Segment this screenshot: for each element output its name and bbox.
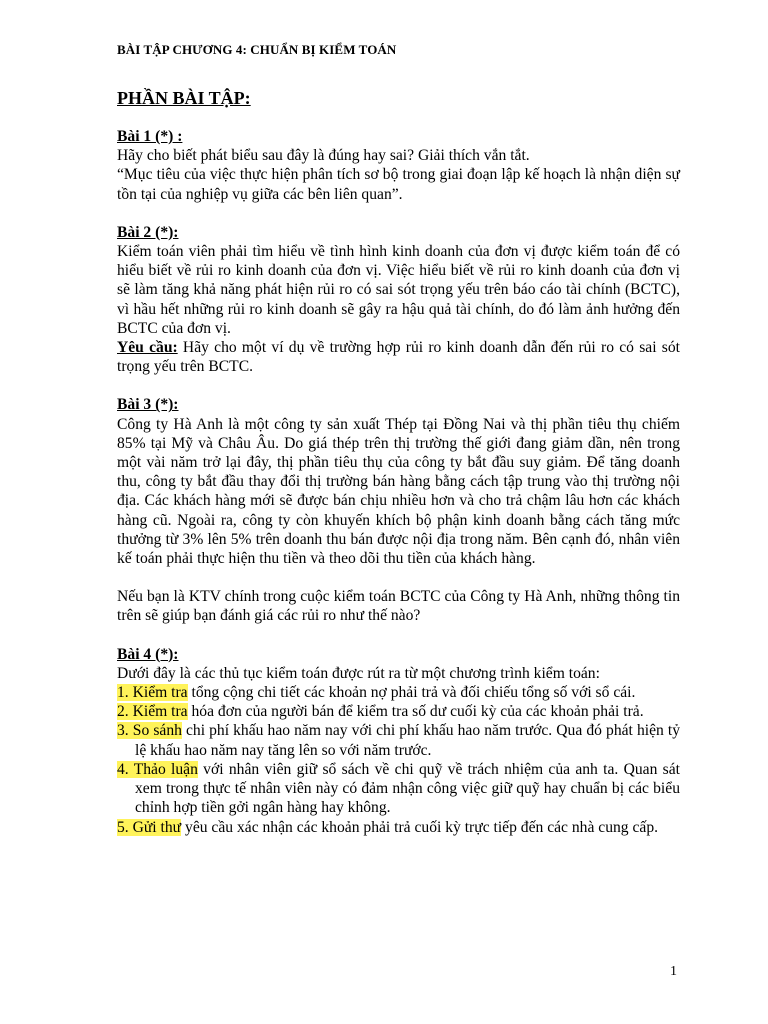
procedure-highlight: 5. Gửi thư bbox=[117, 818, 182, 836]
procedure-text: yêu cầu xác nhận các khoản phải trả cuối kỳ trực tiếp đến các nhà cung cấp. bbox=[181, 818, 659, 836]
requirement-text: Hãy cho một ví dụ về trường hợp rủi ro kinh doanh dẫn đến rủi ro có sai sót trọng yếu trên BCTC. bbox=[117, 339, 680, 376]
exercise-3-question: Nếu bạn là KTV chính trong cuộc kiểm toán BCTC của Công ty Hà Anh, những thông tin trên sẽ giúp bạn đánh giá các rủi ro như thế nào? bbox=[117, 588, 680, 625]
exercise-4-intro: Dưới đây là các thủ tục kiểm toán được rút ra từ một chương trình kiểm toán: bbox=[117, 664, 600, 682]
exercise-1 bbox=[117, 127, 680, 204]
exercise-1-question: Hãy cho biết phát biểu sau đây là đúng hay sai? Giải thích vắn tắt. bbox=[117, 147, 530, 165]
exercise-4 bbox=[117, 645, 680, 837]
procedure-highlight: 2. Kiểm tra bbox=[117, 703, 188, 721]
procedure-text: hóa đơn của người bán để kiểm tra số dư cuối kỳ của các khoản phải trả. bbox=[187, 703, 644, 721]
procedure-item bbox=[117, 760, 680, 818]
requirement-label: Yêu cầu: bbox=[117, 339, 178, 357]
procedure-item bbox=[117, 683, 680, 702]
exercise-2-title: Bài 2 (*): bbox=[117, 223, 179, 241]
exercise-3-title: Bài 3 (*): bbox=[117, 396, 179, 414]
exercise-2-requirement bbox=[117, 338, 680, 376]
procedure-item bbox=[117, 721, 680, 759]
exercise-3-body: Công ty Hà Anh là một công ty sản xuất Thép tại Đồng Nai và thị phần tiêu thụ chiếm 85% tại Mỹ và Châu Âu. Do giá thép trên thị trường thế giới đang giảm dần, nên trong một vài năm trở lại đây, thị phần tiêu thụ của công ty bắt đầu suy giảm. Để tăng doanh thu, công ty bắt đầu thay đổi thị trường bán hàng bằng cách tập trung vào thị trường nội địa. Các khách hàng mới sẽ được bán chịu nhiều hơn và cho trả chậm lâu hơn các khách hàng cũ. Ngoài ra, công ty còn khuyến khích bộ phận kinh doanh bằng cách tăng mức thưởng từ 3% lên 5% trên doanh thu bán được nội địa trong năm. Bên cạnh đó, nhân viên kế toán phải thực hiện thu tiền và theo dõi thu tiền của khách hàng. bbox=[117, 415, 680, 568]
procedure-item bbox=[117, 818, 680, 837]
exercise-4-title: Bài 4 (*): bbox=[117, 645, 179, 663]
procedure-highlight: 3. So sánh bbox=[117, 722, 182, 740]
procedure-text: với nhân viên giữ sổ sách về chi quỹ về trách nhiệm của anh ta. Quan sát xem trong thực tế nhân viên này có đảm nhận công việc giữ quỹ hay chuẩn bị các biểu chỉnh hợp tiền gởi ngân hàng hay không. bbox=[135, 760, 680, 817]
document-content bbox=[117, 127, 680, 837]
procedure-text: tổng cộng chi tiết các khoản nợ phải trả và đối chiếu tổng số với sổ cái. bbox=[187, 684, 636, 702]
exercise-1-statement: “Mục tiêu của việc thực hiện phân tích sơ bộ trong giai đoạn lập kế hoạch là nhận diện sự tồn tại của nghiệp vụ giữa các bên liên quan”. bbox=[117, 166, 680, 203]
procedure-highlight: 4. Thảo luận bbox=[117, 760, 198, 778]
procedure-highlight: 1. Kiểm tra bbox=[117, 684, 188, 702]
document-header: BÀI TẬP CHƯƠNG 4: CHUẨN BỊ KIỂM TOÁN bbox=[117, 42, 397, 57]
procedure-item bbox=[117, 702, 680, 721]
exercise-1-title: Bài 1 (*) : bbox=[117, 128, 183, 145]
procedure-text: chi phí khấu hao năm nay với chi phí khấu hao năm trước. Qua đó phát hiện tỷ lệ khấu hao năm nay tăng lên so với năm trước. bbox=[135, 722, 681, 759]
exercise-2-body: Kiểm toán viên phải tìm hiểu về tình hình kinh doanh của đơn vị được kiểm toán để có hiểu biết về rủi ro kinh doanh của đơn vị. Việc hiểu biết về rủi ro kinh doanh của đơn vị sẽ làm tăng khả năng phát hiện rủi ro có sai sót trọng yếu trên báo cáo tài chính (BCTC), vì hầu hết những rủi ro kinh doanh sẽ gây ra hậu quả tài chính, do đó làm ảnh hưởng đến BCTC của đơn vị. bbox=[117, 243, 680, 337]
section-title: PHẦN BÀI TẬP: bbox=[117, 88, 251, 108]
exercise-3 bbox=[117, 395, 680, 625]
exercise-2 bbox=[117, 223, 680, 377]
page-number: 1 bbox=[670, 964, 677, 979]
